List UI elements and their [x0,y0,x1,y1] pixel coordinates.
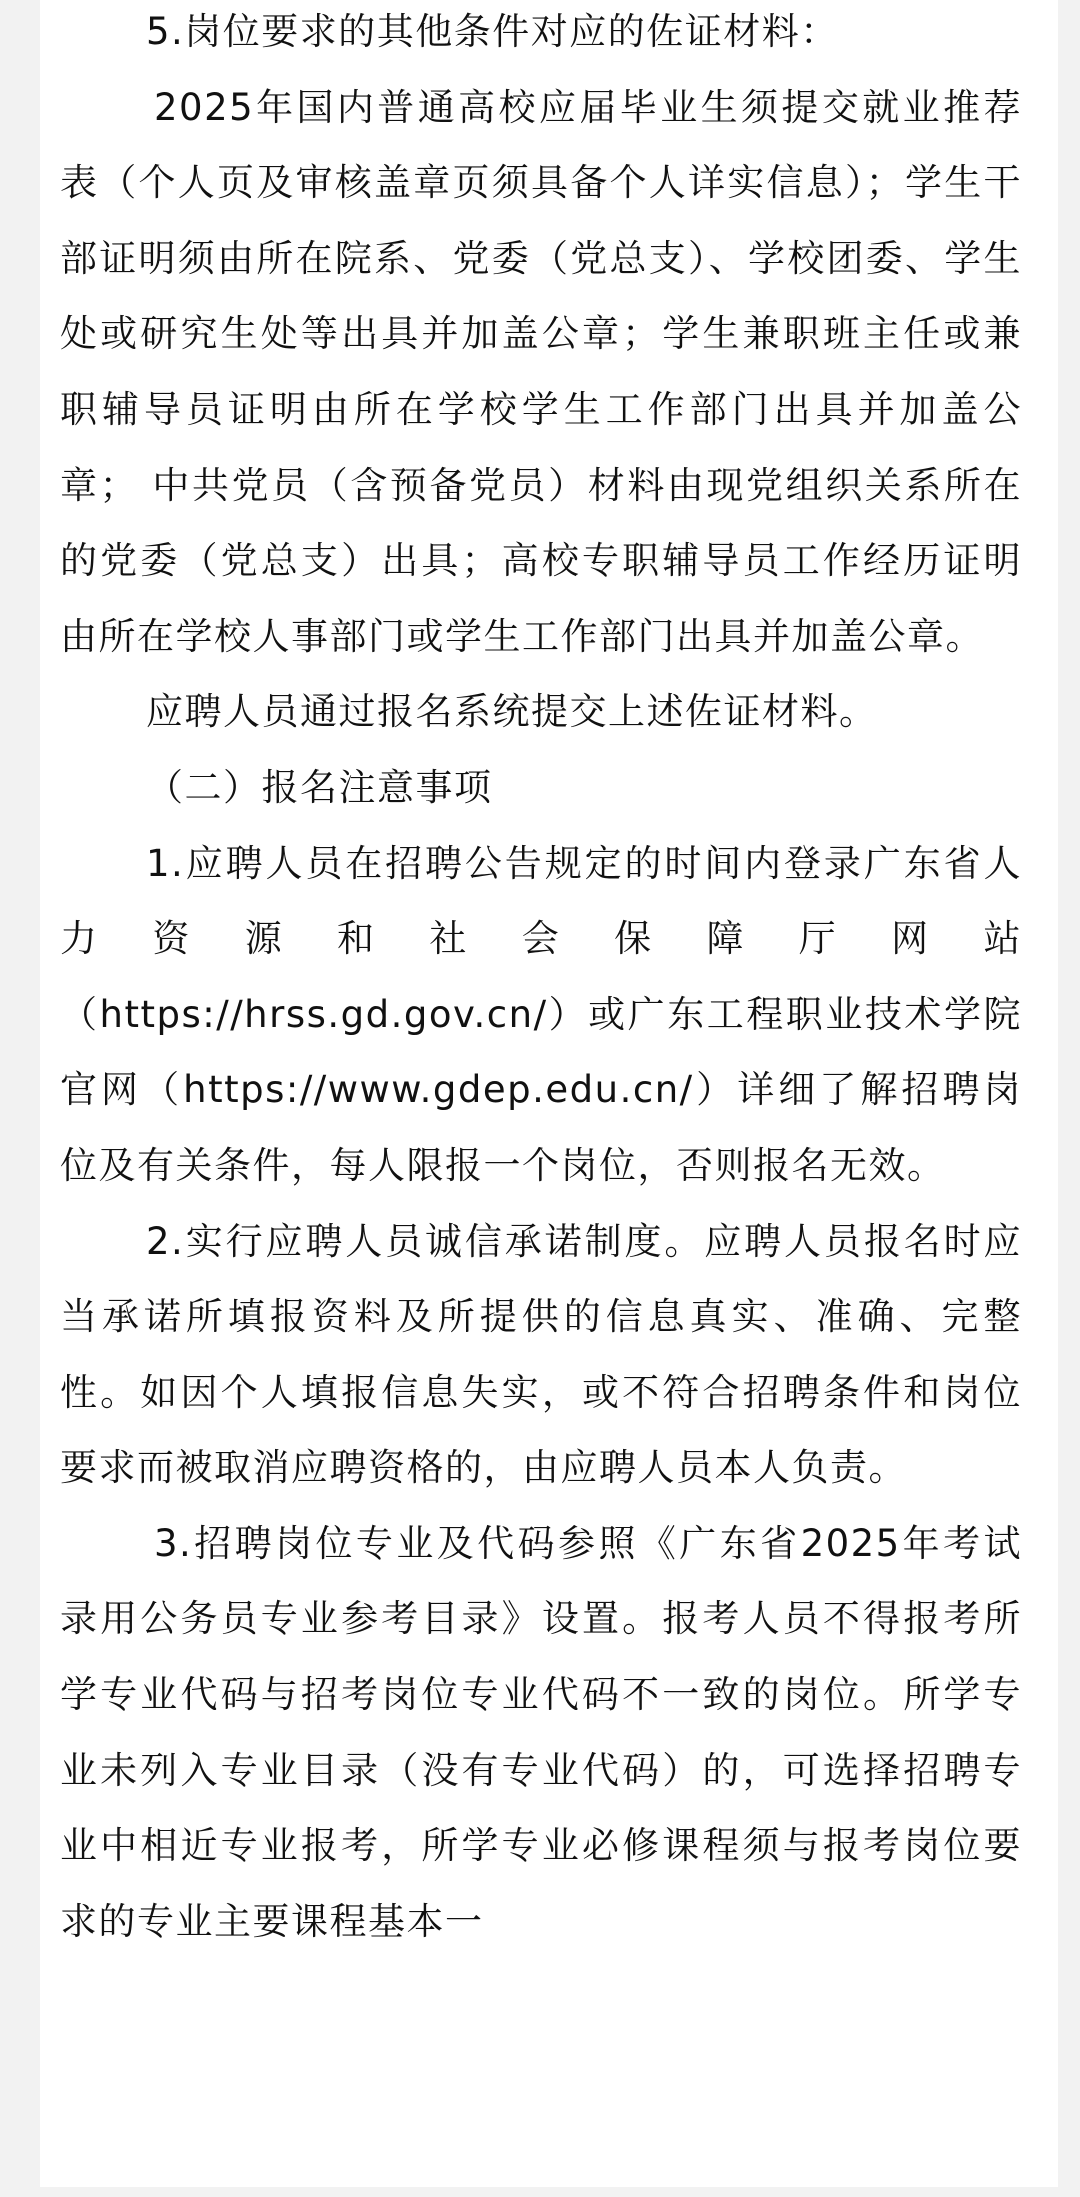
paragraph-submit-materials: 应聘人员通过报名系统提交上述佐证材料。 [146,690,878,734]
paragraph-registration-website-rest: （https://hrss.gd.gov.cn/）或广东工程职业技术学院官网（https://www.gdep.edu.cn/）详细了解招聘岗位及有关条件，每人限报一个岗位，否则报名无效。 [60,992,1022,1187]
paragraph-major-codes: 3.招聘岗位专业及代码参照《广东省2025年考试录用公务员专业参考目录》设置。报考人员不得报考所学专业代码与招考岗位专业代码不一致的岗位。所学专业未列入专业目录（没有专业代码）的，可选择招聘专业中相近专业报考，所学专业必修课程须与报考岗位要求的专业主要课程基本一 [60,1521,1022,1943]
paragraph-integrity-commitment: 2.实行应聘人员诚信承诺制度。应聘人员报名时应当承诺所填报资料及所提供的信息真实、准确、完整性。如因个人填报信息失实，或不符合招聘条件和岗位要求而被取消应聘资格的，由应聘人员本人负责。 [60,1219,1022,1490]
document-body [60,0,1022,1959]
document-page [40,0,1058,2187]
section-heading-registration-notes: （二）报名注意事项 [146,765,493,809]
paragraph-supporting-materials-heading: 5.岗位要求的其他条件对应的佐证材料： [146,10,839,53]
paragraph-registration-website [60,826,1022,1204]
paragraph-registration-website-line: 1.应聘人员在招聘公告规定的时间内登录广东省人力资源和社会保障厅网站 [60,841,1022,961]
paragraph-graduate-requirements: 2025年国内普通高校应届毕业生须提交就业推荐表（个人页及审核盖章页须具备个人详实信息）；学生干部证明须由所在院系、党委（党总支）、学校团委、学生处或研究生处等出具并加盖公章；学生兼职班主任或兼职辅导员证明由所在学校学生工作部门出具并加盖公章； 中共党员（含预备党员）材料由现党组织关系所在的党委（党总支）出具；高校专职辅导员工作经历证明由所在学校人事部门或学生工作部门出具并加盖公章。 [60,85,1022,658]
